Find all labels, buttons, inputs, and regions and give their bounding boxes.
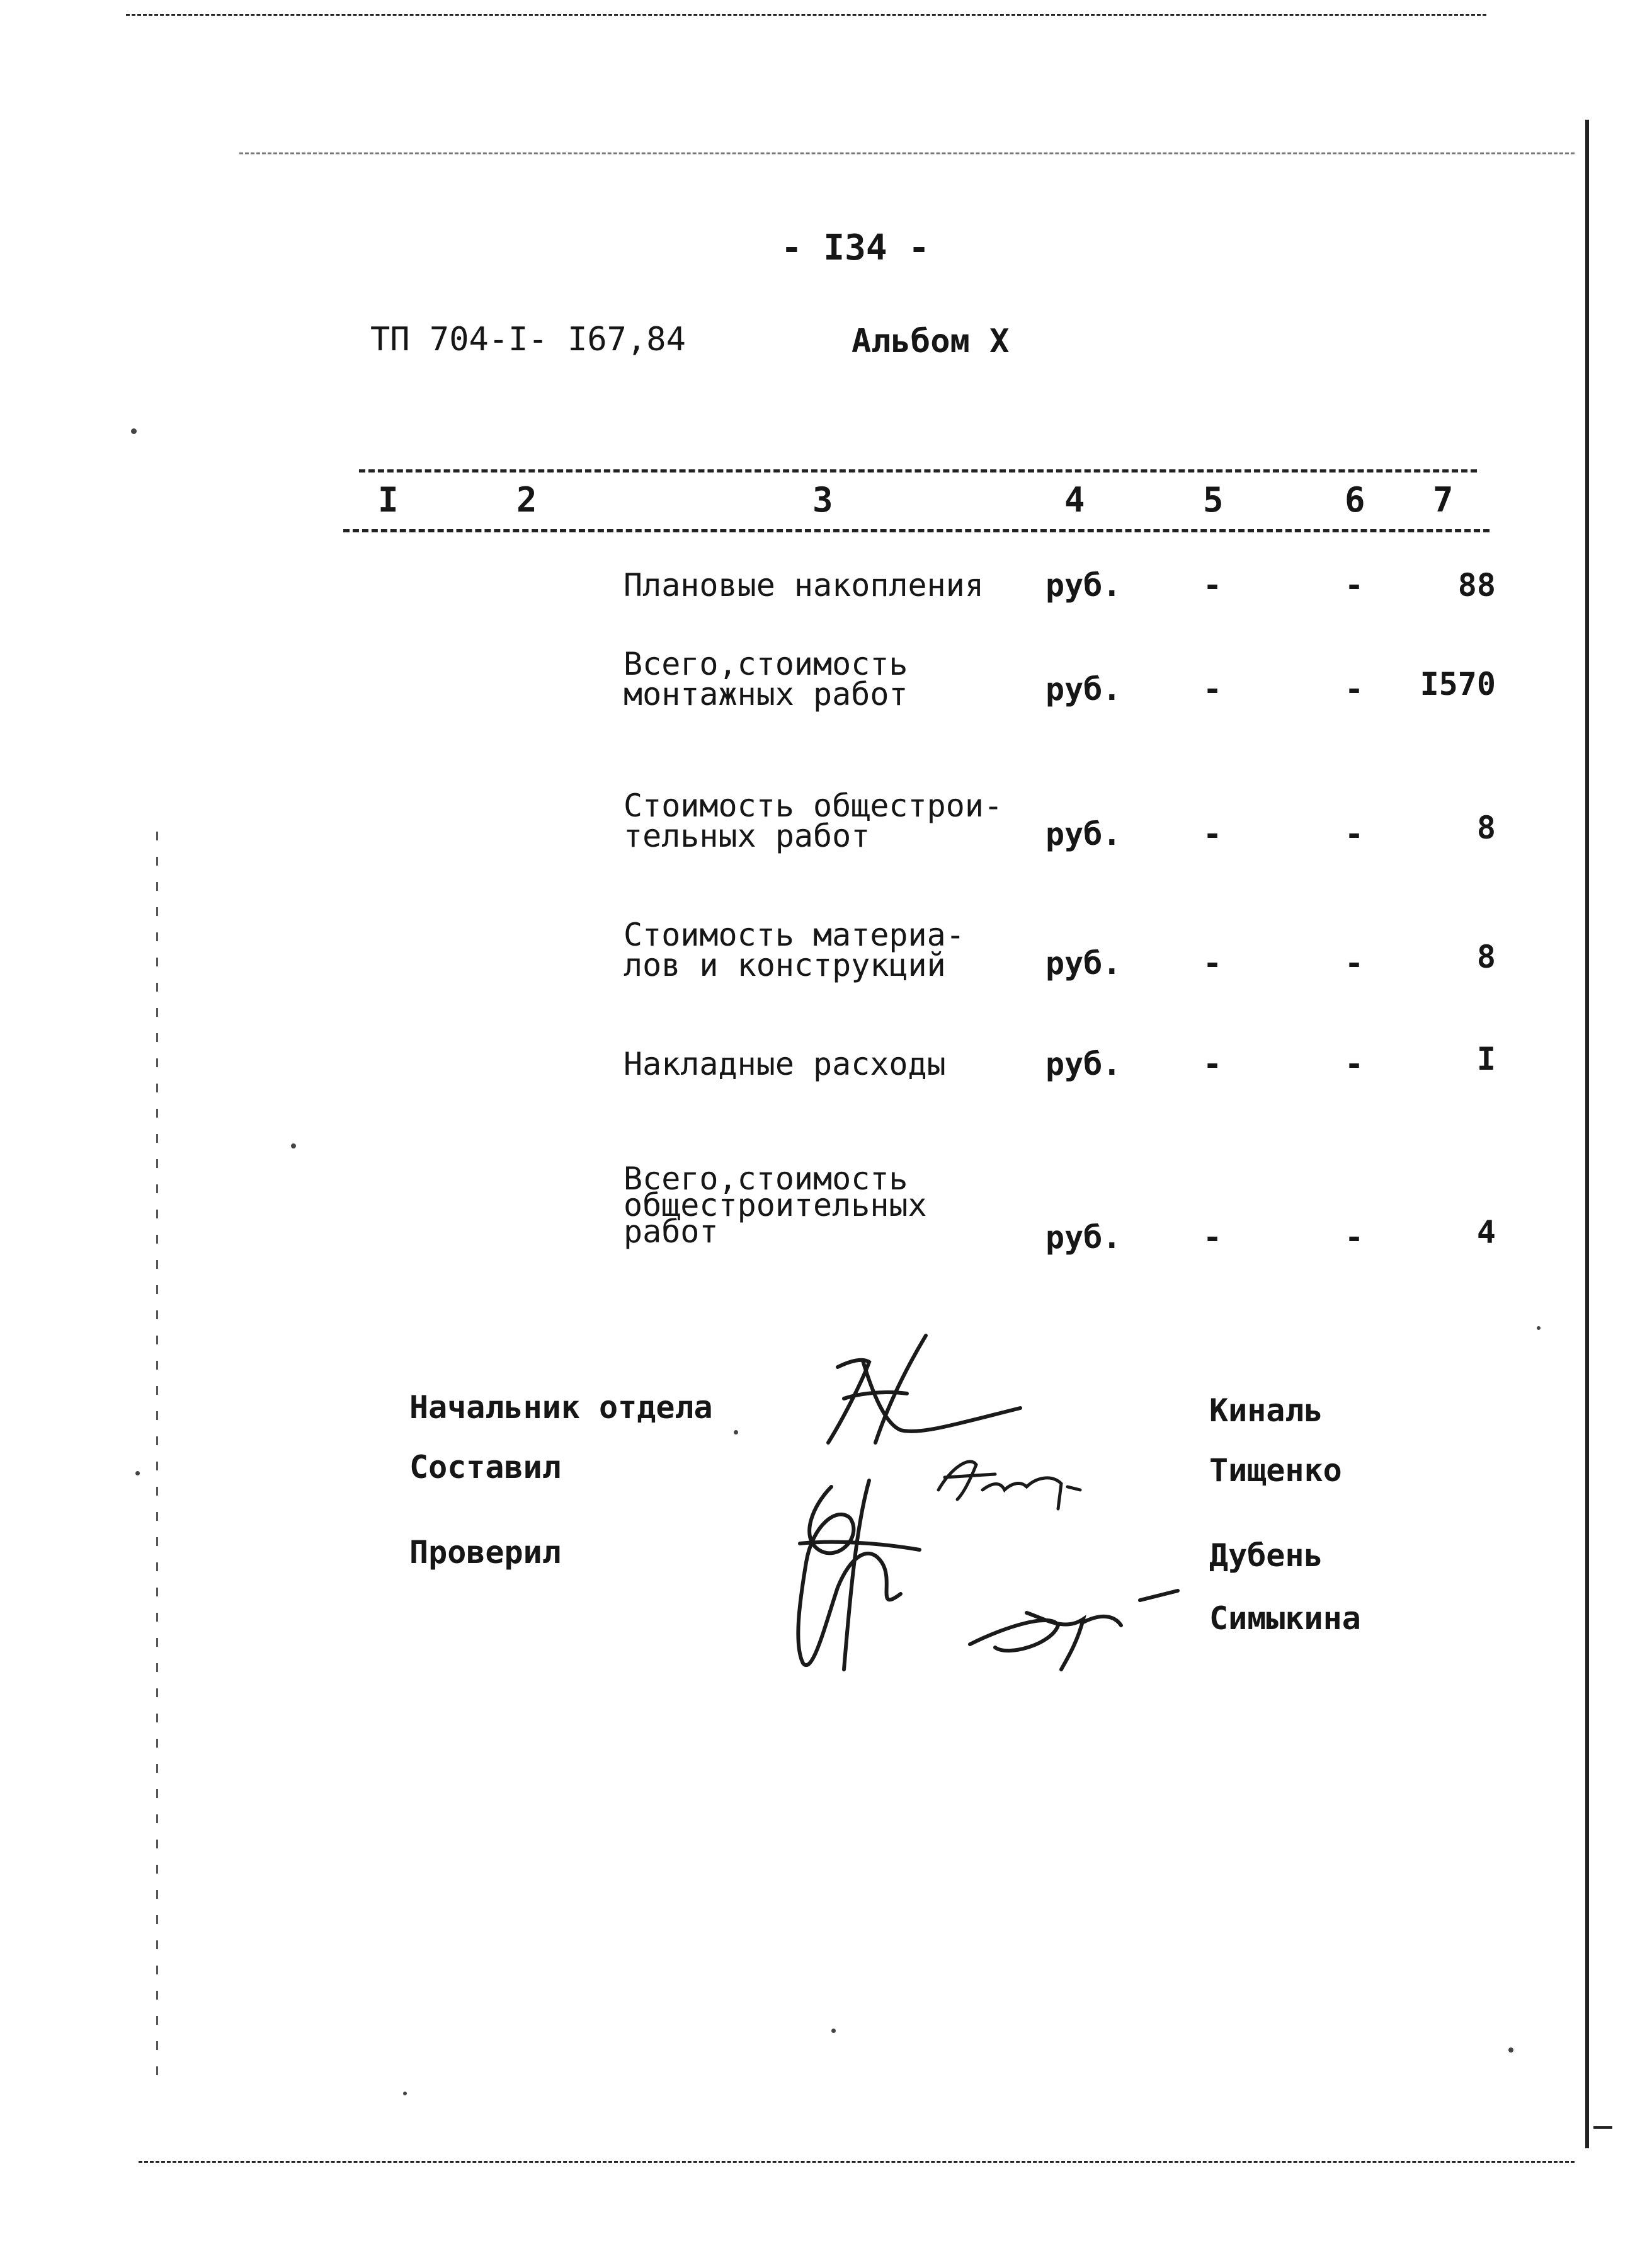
row-col6: - <box>1345 945 1364 982</box>
scan-speck <box>403 2092 407 2095</box>
row-unit: руб. <box>1045 1219 1122 1256</box>
scan-speck <box>135 1471 140 1475</box>
row-value: 8 <box>1476 810 1496 846</box>
col-header-6: 6 <box>1345 480 1365 520</box>
signature-mark-checker <box>775 1468 938 1682</box>
row-unit: руб. <box>1045 671 1122 707</box>
scan-speck <box>1508 2047 1513 2053</box>
signature-role: Начальник отдела <box>409 1389 713 1426</box>
row-unit: руб. <box>1045 1046 1122 1082</box>
row-description: Стоимость общестрои- тельных работ <box>624 787 1003 854</box>
row-description: Всего,стоимость общестроительных работ <box>624 1160 927 1250</box>
signature-name: Дубень <box>1209 1537 1323 1574</box>
scan-speck <box>1537 1326 1541 1330</box>
signature-name: Тищенко <box>1209 1452 1342 1489</box>
col-header-7: 7 <box>1433 480 1454 520</box>
row-col5: - <box>1203 1219 1222 1256</box>
col-header-2: 2 <box>516 480 537 520</box>
signature-mark-compiler <box>926 1430 1115 1518</box>
row-col5: - <box>1203 816 1222 852</box>
signature-role: Составил <box>409 1449 561 1486</box>
row-description: Плановые накопления <box>624 567 984 604</box>
bottom-edge-line <box>139 2161 1575 2163</box>
album-label: Альбом X <box>852 323 1010 360</box>
signature-role: Проверил <box>409 1534 561 1571</box>
row-col5: - <box>1203 671 1222 707</box>
table-top-rule <box>359 469 1477 472</box>
row-value: 4 <box>1476 1214 1496 1251</box>
right-border-line <box>1585 120 1589 2148</box>
signature-mark-fourth <box>957 1575 1197 1676</box>
row-unit: руб. <box>1045 816 1122 852</box>
scan-speck <box>734 1430 738 1434</box>
page-number: - I34 - <box>781 227 930 268</box>
col-header-4: 4 <box>1064 480 1085 520</box>
row-value: 8 <box>1476 939 1496 975</box>
row-col6: - <box>1345 567 1364 604</box>
col-header-3: 3 <box>812 480 833 520</box>
row-value: I570 <box>1420 666 1496 702</box>
row-col5: - <box>1203 945 1222 982</box>
scan-speck <box>131 428 137 434</box>
scan-speck <box>291 1143 296 1148</box>
col-header-1: I <box>378 480 399 520</box>
row-col6: - <box>1345 1219 1364 1256</box>
signature-name: Киналь <box>1209 1392 1323 1429</box>
col-header-5: 5 <box>1203 480 1224 520</box>
row-col5: - <box>1203 1046 1222 1082</box>
row-col5: - <box>1203 567 1222 604</box>
signature-name: Симыкина <box>1209 1600 1361 1637</box>
row-value: 88 <box>1457 567 1496 604</box>
row-col6: - <box>1345 671 1364 707</box>
top-edge-line <box>126 14 1486 16</box>
scan-speck <box>831 2029 836 2033</box>
row-value: I <box>1476 1041 1496 1077</box>
table-header-bottom-rule <box>343 529 1490 532</box>
doc-code: ТП 704-I- I67,84 <box>370 321 686 358</box>
row-description: Накладные расходы <box>624 1046 946 1082</box>
right-border-tick <box>1593 2126 1612 2129</box>
row-col6: - <box>1345 816 1364 852</box>
row-description: Стоимость материа- лов и конструкций <box>624 917 965 983</box>
left-binding-line <box>156 832 158 2092</box>
row-col6: - <box>1345 1046 1364 1082</box>
row-unit: руб. <box>1045 567 1122 604</box>
faint-top-rule <box>239 152 1575 154</box>
row-unit: руб. <box>1045 945 1122 982</box>
row-description: Всего,стоимость монтажных работ <box>624 646 908 713</box>
